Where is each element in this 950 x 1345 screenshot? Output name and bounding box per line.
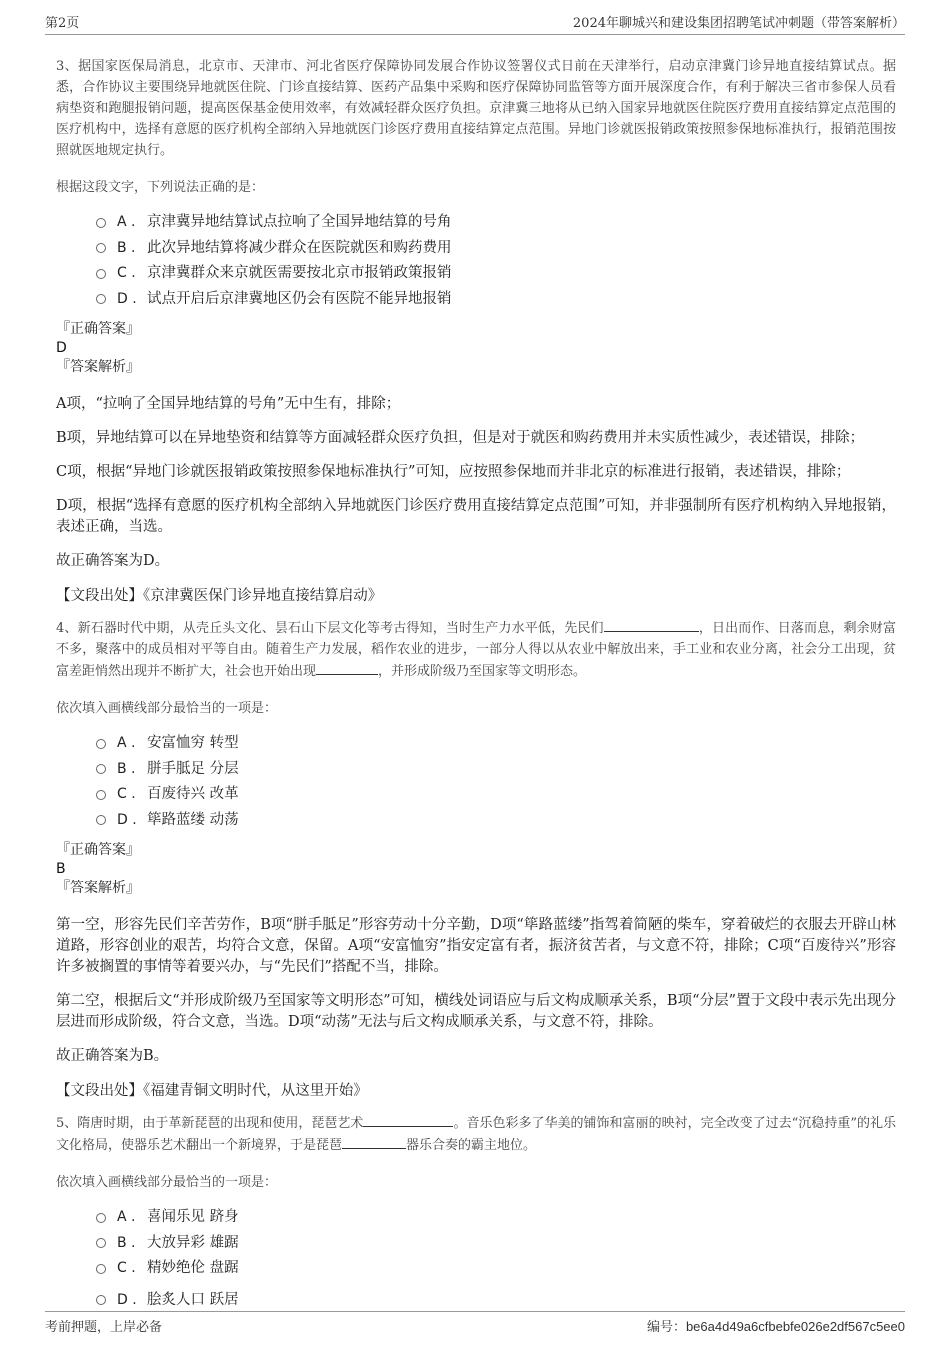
question-3-stem: 3、据国家医保局消息，北京市、天津市、河北省医疗保障协同发展合作协议签署仪式日前在天津举行，启动京津冀门诊异地直接结算试点。据悉，合作协议主要围绕异地就医住院、门诊直接结算、医药产品集中采购和医疗保障协同监管等方面开展深度合作，有利于解决三省市参保人员看病垫资和跑腿报销问题，提高医保基金使用效率，有效减轻群众医疗负担。京津冀三地将从已纳入国家异地就医住院医疗费用直接结算定点范围的医疗机构中，选择有意愿的医疗机构全部纳入异地就医门诊医疗费用直接结算定点范围。异地门诊就医报销政策按照参保地标准执行，报销范围按照就医地规定执行。 [56,59,896,158]
explanation-paragraph: D项，根据“选择有意愿的医疗机构全部纳入异地就医门诊医疗费用直接结算定点范围”可知，并非强制所有医疗机构纳入异地报销，表述正确，当选。 [56,498,896,535]
question-5-options [96,1205,896,1313]
option-a[interactable]: A . 京津冀异地结算试点拉响了全国异地结算的号角 [96,210,896,236]
page-footer [45,1311,905,1342]
question-5-stem: 5、隋唐时期，由于革新琵琶的出现和使用，琵琶艺术 。音乐色彩多了华美的铺饰和富丽的映衬，完全改变了过去“沉稳持重”的礼乐文化格局，使器乐艺术翻出一个新境界，于是琵琶 器乐合奏的霸主地位。 [56,1112,896,1156]
correct-answer: D [56,340,67,356]
explanation-paragraph: B项，异地结算可以在异地垫资和结算等方面减轻群众医疗负担，但是对于就医和购药费用并未实质性减少，表述错误，排除； [56,430,865,446]
option-d[interactable]: D . 脍炙人口 跃居 [96,1288,896,1314]
question-5-prompt: 依次填入画横线部分最恰当的一项是： [56,1175,278,1190]
option-c[interactable]: C . 京津冀群众来京就医需要按北京市报销政策报销 [96,261,896,287]
radio-icon[interactable] [96,815,106,825]
main-content [56,56,896,1313]
fill-blank [604,617,699,632]
radio-icon[interactable] [96,1238,106,1248]
explanation-paragraph: 第一空，形容先民们辛苦劳作，B项“胼手胝足”形容劳动十分辛勤，D项“筚路蓝缕”指驾着简陋的柴车，穿着破烂的衣服去开辟山林道路，形容创业的艰苦，均符合文意，保留。A项“安富恤穷”指安定富有者，振济贫苦者，与文意不符，排除；C项“百废待兴”形容许多被搁置的事情等着要兴办，与“先民们”搭配不当，排除。 [56,917,896,975]
question-3-prompt: 根据这段文字，下列说法正确的是： [56,180,265,195]
radio-icon[interactable] [96,764,106,774]
explanation-conclusion: 故正确答案为B。 [56,1048,169,1064]
option-b[interactable]: B . 此次异地结算将减少群众在医院就医和购药费用 [96,236,896,262]
explanation-paragraph: C项，根据“异地门诊就医报销政策按照参保地标准执行”可知，应按照参保地而并非北京的标准进行报销，表述错误，排除； [56,464,851,480]
document-title: 2024年聊城兴和建设集团招聘笔试冲刺题（带答案解析） [572,16,905,31]
option-a[interactable]: A . 喜闻乐见 跻身 [96,1205,896,1231]
option-b[interactable]: B . 胼手胝足 分层 [96,757,896,783]
source-citation: 【文段出处】《福建青铜文明时代，从这里开始》 [56,1083,368,1099]
radio-icon[interactable] [96,218,106,228]
fill-blank [342,1134,406,1149]
question-4-prompt: 依次填入画横线部分最恰当的一项是： [56,701,278,716]
document-code: 编号：be6a4d49a6cfbebfe026e2df567c5ee0 [646,1319,905,1335]
explanation-conclusion: 故正确答案为D。 [56,553,170,569]
fill-blank [363,1112,453,1127]
radio-icon[interactable] [96,243,106,253]
question-4-stem: 4、新石器时代中期，从壳丘头文化、昙石山下层文化等考古得知，当时生产力水平低，先民们 ，日出而作、日落而息，剩余财富不多，聚落中的成员相对平等自由。随着生产力发展，稻作农业的进步，一部分人得以从农业中解放出来，手工业和农业分离，社会分工出现，贫富差距悄然出现并不断扩大，社会也开始出现 ，并形成阶级乃至国家等文明形态。 [56,617,896,682]
correct-answer: B [56,861,66,877]
radio-icon[interactable] [96,1213,106,1223]
explanation-paragraph: 第二空，根据后文“并形成阶级乃至国家等文明形态”可知，横线处词语应与后文构成顺承关系，B项“分层”置于文段中表示先出现分层进而形成阶级，符合文意，当选。D项“动荡”无法与后文构成顺承关系，与文意不符，排除。 [56,993,896,1030]
question-3-options [96,210,896,312]
analysis-label: 『答案解析』 [56,359,140,375]
radio-icon[interactable] [96,1295,106,1305]
option-d[interactable]: D . 试点开启后京津冀地区仍会有医院不能异地报销 [96,287,896,313]
source-citation: 【文段出处】《京津冀医保门诊异地直接结算启动》 [56,588,383,604]
radio-icon[interactable] [96,790,106,800]
option-a[interactable]: A . 安富恤穷 转型 [96,731,896,757]
radio-icon[interactable] [96,294,106,304]
option-c[interactable]: C . 精妙绝伦 盘踞 [96,1256,896,1282]
explanation-paragraph: A项，“拉响了全国异地结算的号角”无中生有，排除； [56,396,401,412]
option-d[interactable]: D . 筚路蓝缕 动荡 [96,808,896,834]
fill-blank [316,660,378,675]
option-b[interactable]: B . 大放异彩 雄踞 [96,1231,896,1257]
radio-icon[interactable] [96,269,106,279]
radio-icon[interactable] [96,1264,106,1274]
correct-answer-label: 『正确答案』 [56,321,140,337]
page-header [45,0,905,35]
footer-slogan: 考前押题，上岸必备 [45,1320,163,1335]
page-number: 第2页 [45,16,80,31]
analysis-label: 『答案解析』 [56,880,140,896]
correct-answer-label: 『正确答案』 [56,842,140,858]
option-c[interactable]: C . 百废待兴 改革 [96,782,896,808]
question-4-options [96,731,896,833]
radio-icon[interactable] [96,739,106,749]
